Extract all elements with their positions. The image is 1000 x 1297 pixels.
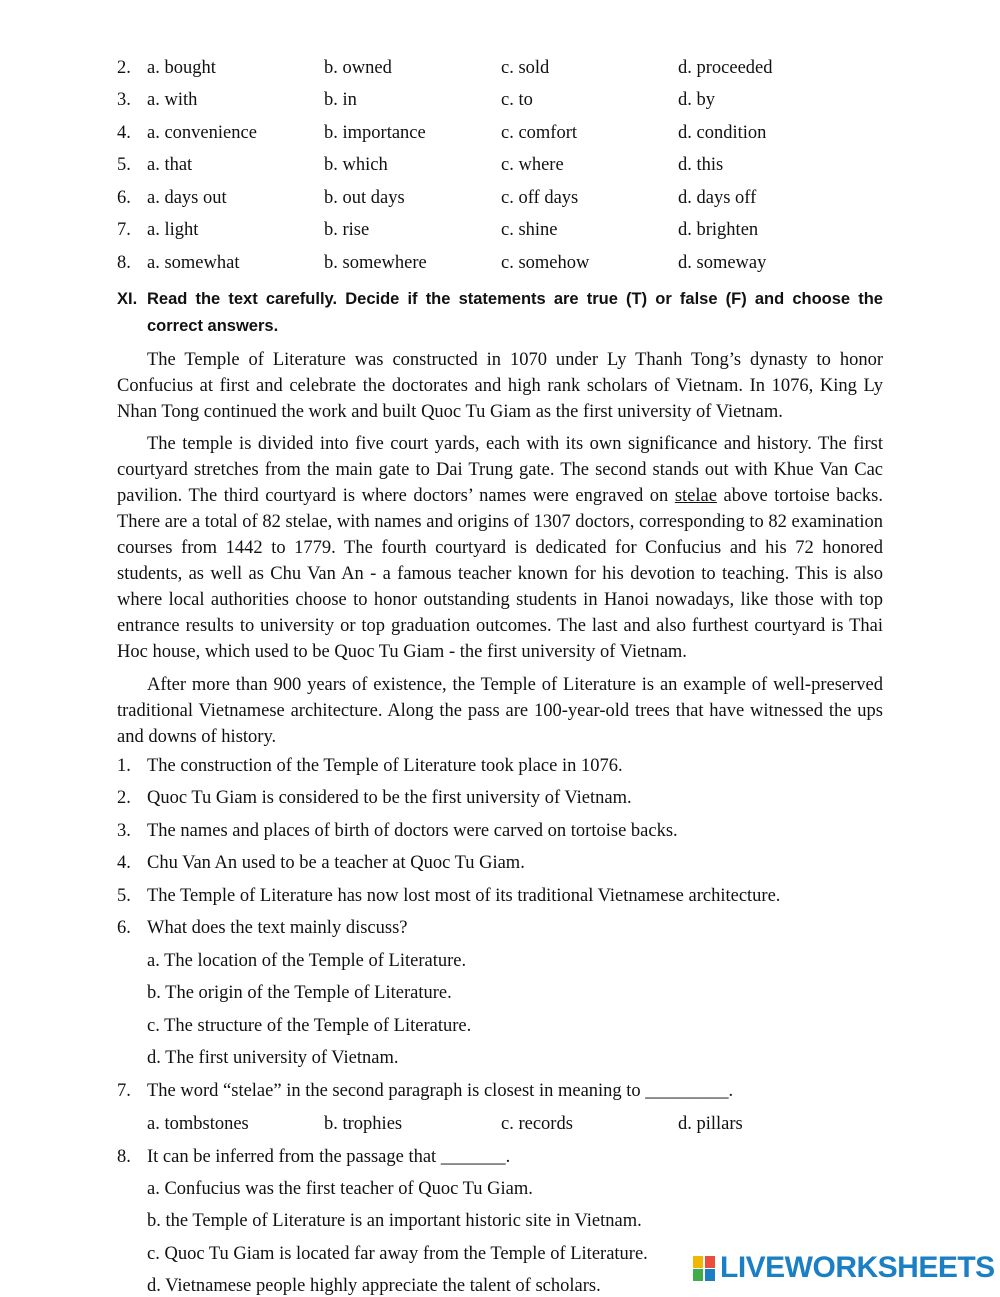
mcq-number: 2. bbox=[117, 58, 131, 78]
question-number: 1. bbox=[117, 756, 131, 776]
mcq-option-a[interactable]: a. that bbox=[147, 155, 193, 175]
mcq-option-d[interactable]: d. brighten bbox=[678, 220, 759, 240]
question-8-option-a[interactable]: a. Confucius was the first teacher of Quoc Tu Giam. bbox=[147, 1179, 533, 1199]
mcq-row bbox=[0, 155, 1000, 183]
passage-paragraph-1: The Temple of Literature was constructed in 1070 under Ly Thanh Tong’s dynasty to honor Confucius at first and celebrate the doctorates and high rank scholars of Vietnam. In 1076, King Ly Nhan Tong continued the work and built Quoc Tu Giam as the first university of Vietnam. bbox=[117, 350, 883, 422]
question-6-option-a[interactable]: a. The location of the Temple of Literature. bbox=[147, 951, 467, 971]
logo-square bbox=[693, 1256, 703, 1268]
passage-paragraph-2 bbox=[117, 431, 883, 665]
question-8-option-d[interactable]: d. Vietnamese people highly appreciate the talent of scholars. bbox=[147, 1276, 601, 1296]
question-text: Chu Van An used to be a teacher at Quoc Tu Giam. bbox=[147, 853, 525, 873]
question-text: The word “stelae” in the second paragraph is closest in meaning to _________. bbox=[147, 1081, 734, 1101]
mcq-row bbox=[0, 58, 1000, 86]
question-4 bbox=[0, 853, 1000, 881]
logo-square bbox=[705, 1256, 715, 1268]
question-7-option-c[interactable]: c. records bbox=[501, 1114, 573, 1134]
section-heading bbox=[117, 286, 883, 340]
mcq-option-a[interactable]: a. with bbox=[147, 90, 198, 110]
question-number: 3. bbox=[117, 821, 131, 841]
mcq-option-b[interactable]: b. somewhere bbox=[324, 253, 427, 273]
mcq-row bbox=[0, 253, 1000, 281]
mcq-option-b[interactable]: b. rise bbox=[324, 220, 370, 240]
mcq-option-b[interactable]: b. owned bbox=[324, 58, 392, 78]
question-6-option-c[interactable]: c. The structure of the Temple of Literature. bbox=[147, 1016, 472, 1036]
question-8-option-c[interactable]: c. Quoc Tu Giam is located far away from the Temple of Literature. bbox=[147, 1244, 648, 1264]
question-number: 5. bbox=[117, 886, 131, 906]
liveworksheets-watermark bbox=[693, 1251, 995, 1285]
passage-text: The temple is divided into five court yards, each with its own significance and history. The first courtyard stretches from the main gate to Dai Trung gate. The second stands out with Khue Van Cac pavilion. The third courtyard is where doctors’ names were engraved on bbox=[117, 434, 883, 506]
section-instruction: Read the text carefully. Decide if the statements are true (T) or false (F) and choose the correct answers. bbox=[147, 290, 883, 335]
mcq-option-d[interactable]: d. days off bbox=[678, 188, 757, 208]
mcq-option-a[interactable]: a. light bbox=[147, 220, 199, 240]
mcq-option-c[interactable]: c. somehow bbox=[501, 253, 590, 273]
mcq-row bbox=[0, 188, 1000, 216]
mcq-number: 4. bbox=[117, 123, 131, 143]
mcq-option-a[interactable]: a. somewhat bbox=[147, 253, 240, 273]
question-7 bbox=[0, 1081, 1000, 1109]
question-number: 8. bbox=[117, 1147, 131, 1167]
mcq-option-d[interactable]: d. someway bbox=[678, 253, 767, 273]
mcq-option-b[interactable]: b. in bbox=[324, 90, 357, 110]
mcq-option-d[interactable]: d. by bbox=[678, 90, 715, 110]
question-text: Quoc Tu Giam is considered to be the first university of Vietnam. bbox=[147, 788, 632, 808]
question-text: The construction of the Temple of Literature took place in 1076. bbox=[147, 756, 623, 776]
mcq-option-a[interactable]: a. days out bbox=[147, 188, 227, 208]
passage-text: above tortoise backs. There are a total of 82 stelae, with names and origins of 1307 doctors, corresponding to 82 examination courses from 1442 to 1779. The fourth courtyard is dedicated for Confucius and his 72 honored students, as well as Chu Van An - a famous teacher known for his devotion to teaching. This is also where local authorities choose to honor outstanding students in Hanoi nowadays, like those with top entrance results to university or top graduation outcomes. The last and also furthest courtyard is Thai Hoc house, which used to be Quoc Tu Giam - the first university of Vietnam. bbox=[117, 486, 883, 662]
question-text: The names and places of birth of doctors were carved on tortoise backs. bbox=[147, 821, 678, 841]
mcq-option-b[interactable]: b. out days bbox=[324, 188, 405, 208]
mcq-number: 8. bbox=[117, 253, 131, 273]
liveworksheets-logo-icon bbox=[693, 1254, 717, 1282]
mcq-row bbox=[0, 90, 1000, 118]
underlined-word-stelae: stelae bbox=[674, 486, 717, 506]
question-8-option-b[interactable]: b. the Temple of Literature is an important historic site in Vietnam. bbox=[147, 1211, 642, 1231]
mcq-option-c[interactable]: c. sold bbox=[501, 58, 550, 78]
mcq-number: 5. bbox=[117, 155, 131, 175]
question-number: 7. bbox=[117, 1081, 131, 1101]
mcq-number: 7. bbox=[117, 220, 131, 240]
question-6-option-b[interactable]: b. The origin of the Temple of Literature. bbox=[147, 983, 452, 1003]
mcq-number: 3. bbox=[117, 90, 131, 110]
question-6 bbox=[0, 918, 1000, 946]
question-1 bbox=[0, 756, 1000, 784]
question-3 bbox=[0, 821, 1000, 849]
logo-square bbox=[705, 1269, 715, 1281]
mcq-number: 6. bbox=[117, 188, 131, 208]
mcq-option-a[interactable]: a. bought bbox=[147, 58, 216, 78]
question-8 bbox=[0, 1147, 1000, 1175]
question-2 bbox=[0, 788, 1000, 816]
mcq-row bbox=[0, 123, 1000, 151]
question-7-options bbox=[0, 1114, 1000, 1142]
question-6-option-d[interactable]: d. The first university of Vietnam. bbox=[147, 1048, 399, 1068]
mcq-option-c[interactable]: c. to bbox=[501, 90, 533, 110]
question-number: 4. bbox=[117, 853, 131, 873]
liveworksheets-wordmark: LIVEWORKSHEETS bbox=[720, 1251, 995, 1284]
mcq-row bbox=[0, 220, 1000, 248]
question-number: 2. bbox=[117, 788, 131, 808]
question-text: It can be inferred from the passage that _______. bbox=[147, 1147, 511, 1167]
question-7-option-a[interactable]: a. tombstones bbox=[147, 1114, 249, 1134]
mcq-option-d[interactable]: d. condition bbox=[678, 123, 767, 143]
mcq-option-b[interactable]: b. which bbox=[324, 155, 388, 175]
mcq-option-b[interactable]: b. importance bbox=[324, 123, 426, 143]
mcq-option-c[interactable]: c. where bbox=[501, 155, 564, 175]
mcq-option-a[interactable]: a. convenience bbox=[147, 123, 257, 143]
mcq-option-c[interactable]: c. off days bbox=[501, 188, 579, 208]
question-text: What does the text mainly discuss? bbox=[147, 918, 408, 938]
question-number: 6. bbox=[117, 918, 131, 938]
question-7-option-d[interactable]: d. pillars bbox=[678, 1114, 743, 1134]
question-7-option-b[interactable]: b. trophies bbox=[324, 1114, 403, 1134]
logo-square bbox=[693, 1269, 703, 1281]
mcq-option-d[interactable]: d. proceeded bbox=[678, 58, 773, 78]
mcq-option-d[interactable]: d. this bbox=[678, 155, 724, 175]
question-text: The Temple of Literature has now lost most of its traditional Vietnamese architecture. bbox=[147, 886, 781, 906]
question-5 bbox=[0, 886, 1000, 914]
passage-paragraph-3: After more than 900 years of existence, the Temple of Literature is an example of well-preserved traditional Vietnamese architecture. Along the pass are 100-year-old trees that have witnessed the ups and downs of history. bbox=[117, 675, 883, 747]
section-number: XI. bbox=[117, 290, 138, 308]
mcq-option-c[interactable]: c. shine bbox=[501, 220, 558, 240]
mcq-option-c[interactable]: c. comfort bbox=[501, 123, 578, 143]
